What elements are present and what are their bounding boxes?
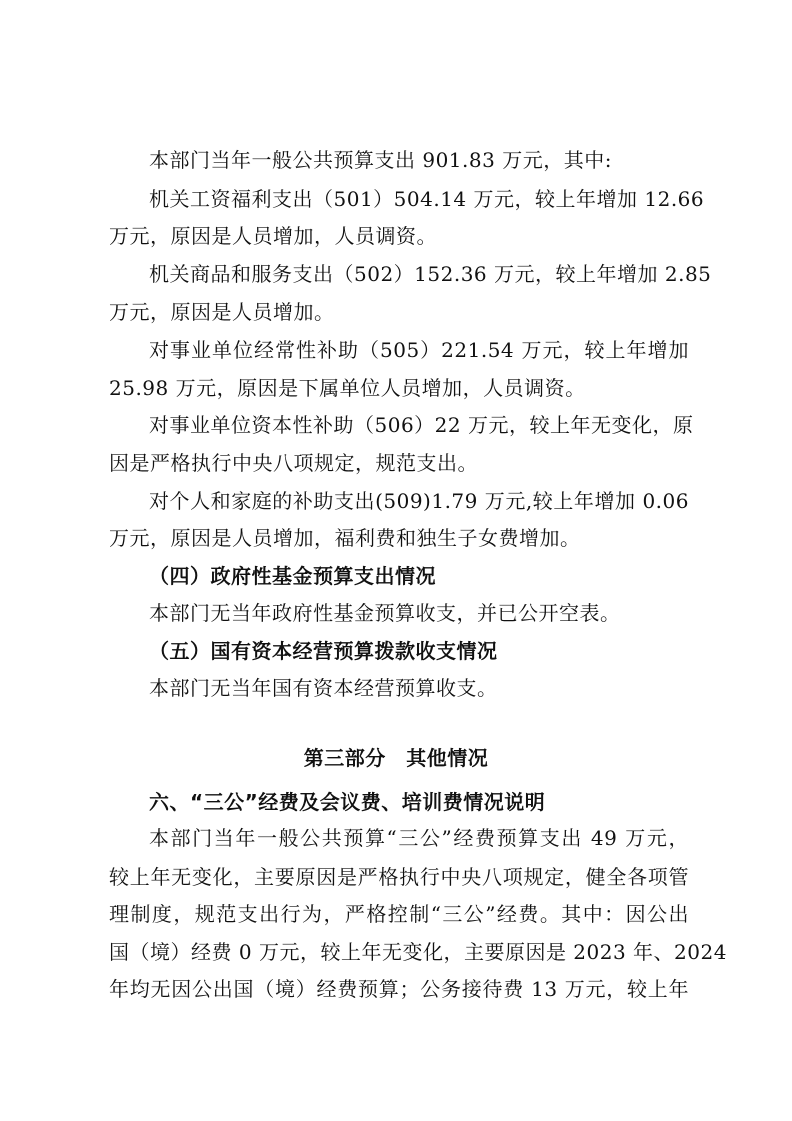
- section-five-text: 本部门无当年国有资本经营预算收支。: [149, 676, 498, 700]
- text-line: 对事业单位资本性补助（506）22 万元，较上年无变化，原: [149, 413, 694, 437]
- text-line: 对个人和家庭的补助支出(509)1.79 万元,较上年增加 0.06: [149, 489, 689, 513]
- section-five-heading: （五）国有资本经营预算拨款收支情况: [149, 639, 498, 663]
- text-line: 理制度，规范支出行为，严格控制“三公”经费。其中：因公出: [109, 902, 689, 926]
- section-six-heading: 六、“三公”经费及会议费、培训费情况说明: [149, 790, 546, 814]
- section-four-heading: （四）政府性基金预算支出情况: [149, 564, 436, 588]
- section-four-text: 本部门无当年政府性基金预算收支，并已公开空表。: [149, 601, 621, 625]
- text-line: 对事业单位经常性补助（505）221.54 万元，较上年增加: [149, 338, 689, 362]
- text-line: 万元，原因是人员增加。: [109, 300, 335, 324]
- text-line: 国（境）经费 0 万元，较上年无变化，主要原因是 2023 年、2024: [109, 940, 727, 964]
- text-line: 万元，原因是人员增加，福利费和独生子女费增加。: [109, 526, 581, 550]
- text-line: 25.98 万元，原因是下属单位人员增加，人员调资。: [109, 376, 586, 400]
- text-line: 机关工资福利支出（501）504.14 万元，较上年增加 12.66: [149, 187, 705, 211]
- text-line: 万元，原因是人员增加，人员调资。: [109, 224, 437, 248]
- part-three-heading: 第三部分 其他情况: [303, 746, 489, 770]
- text-line: 较上年无变化，主要原因是严格执行中央八项规定，健全各项管: [109, 865, 689, 889]
- text-line: 本部门当年一般公共预算“三公”经费预算支出 49 万元，: [149, 826, 689, 850]
- text-line: 机关商品和服务支出（502）152.36 万元，较上年增加 2.85: [149, 262, 712, 286]
- text-line: 本部门当年一般公共预算支出 901.83 万元，其中:: [149, 148, 612, 172]
- text-line: 因是严格执行中央八项规定，规范支出。: [109, 451, 478, 475]
- text-line: 年均无因公出国（境）经费预算；公务接待费 13 万元，较上年: [109, 977, 689, 1001]
